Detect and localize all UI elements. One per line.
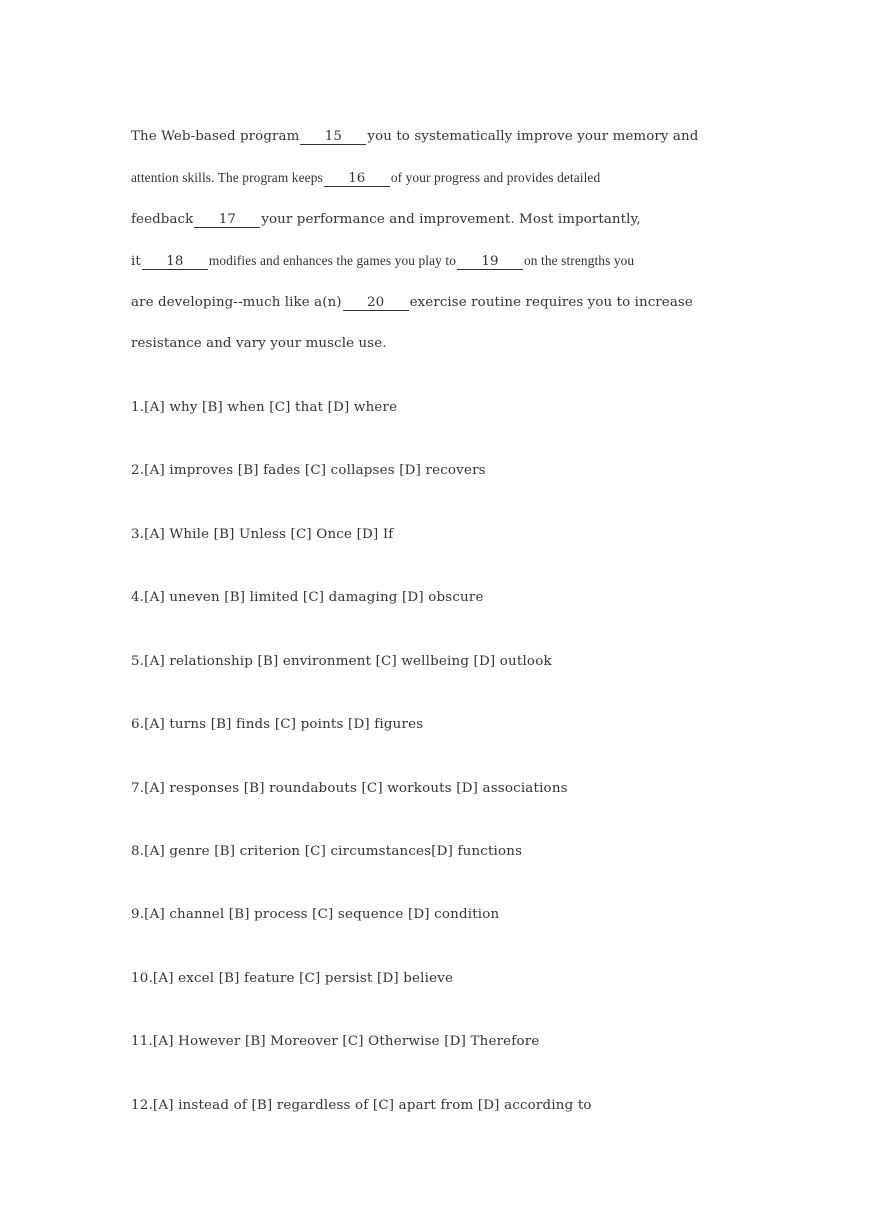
passage-text: are developing--much like a(n) [131, 295, 342, 310]
blank-19: 19 [457, 254, 523, 270]
passage-line-2 [131, 169, 600, 188]
blank-17: 17 [194, 212, 260, 228]
passage-text: it [131, 254, 141, 269]
passage-text: resistance and vary your muscle use. [131, 336, 387, 351]
blank-18: 18 [142, 254, 208, 270]
passage-text: exercise routine requires you to increase [409, 295, 693, 310]
question-10: 10.[A] excel [B] feature [C] persist [D] believe [131, 971, 454, 986]
question-5: 5.[A] relationship [B] environment [C] wellbeing [D] outlook [131, 654, 552, 669]
passage-text: feedback [131, 212, 194, 227]
question-7: 7.[A] responses [B] roundabouts [C] workouts [D] associations [131, 781, 568, 796]
passage-text: your performance and improvement. Most importantly, [261, 212, 641, 227]
question-4: 4.[A] uneven [B] limited [C] damaging [D] obscure [131, 590, 484, 605]
question-6: 6.[A] turns [B] finds [C] points [D] figures [131, 717, 424, 732]
question-11: 11.[A] However [B] Moreover [C] Otherwise [D] Therefore [131, 1034, 540, 1049]
passage-text: you to systematically improve your memory and [367, 129, 699, 144]
question-8: 8.[A] genre [B] criterion [C] circumstances[D] functions [131, 844, 523, 859]
passage-line-4 [131, 252, 634, 271]
passage-text: The Web-based program [131, 129, 300, 144]
passage-text: of your progress and provides detailed [390, 170, 601, 185]
passage-line-6 [131, 335, 387, 353]
passage-line-1 [131, 128, 698, 146]
passage-text: attention skills. The program keeps [131, 170, 323, 185]
passage-line-3 [131, 211, 641, 229]
passage-text: modifies and enhances the games you play to [208, 253, 456, 268]
passage-text: on the strengths you [524, 253, 635, 268]
blank-20: 20 [343, 295, 409, 311]
blank-15: 15 [300, 129, 366, 145]
question-9: 9.[A] channel [B] process [C] sequence [D] condition [131, 907, 500, 922]
question-3: 3.[A] While [B] Unless [C] Once [D] If [131, 527, 394, 542]
blank-16: 16 [324, 171, 390, 187]
passage-line-5 [131, 294, 693, 312]
question-12: 12.[A] instead of [B] regardless of [C] apart from [D] according to [131, 1098, 592, 1113]
question-2: 2.[A] improves [B] fades [C] collapses [D] recovers [131, 463, 486, 478]
question-1: 1.[A] why [B] when [C] that [D] where [131, 400, 398, 415]
